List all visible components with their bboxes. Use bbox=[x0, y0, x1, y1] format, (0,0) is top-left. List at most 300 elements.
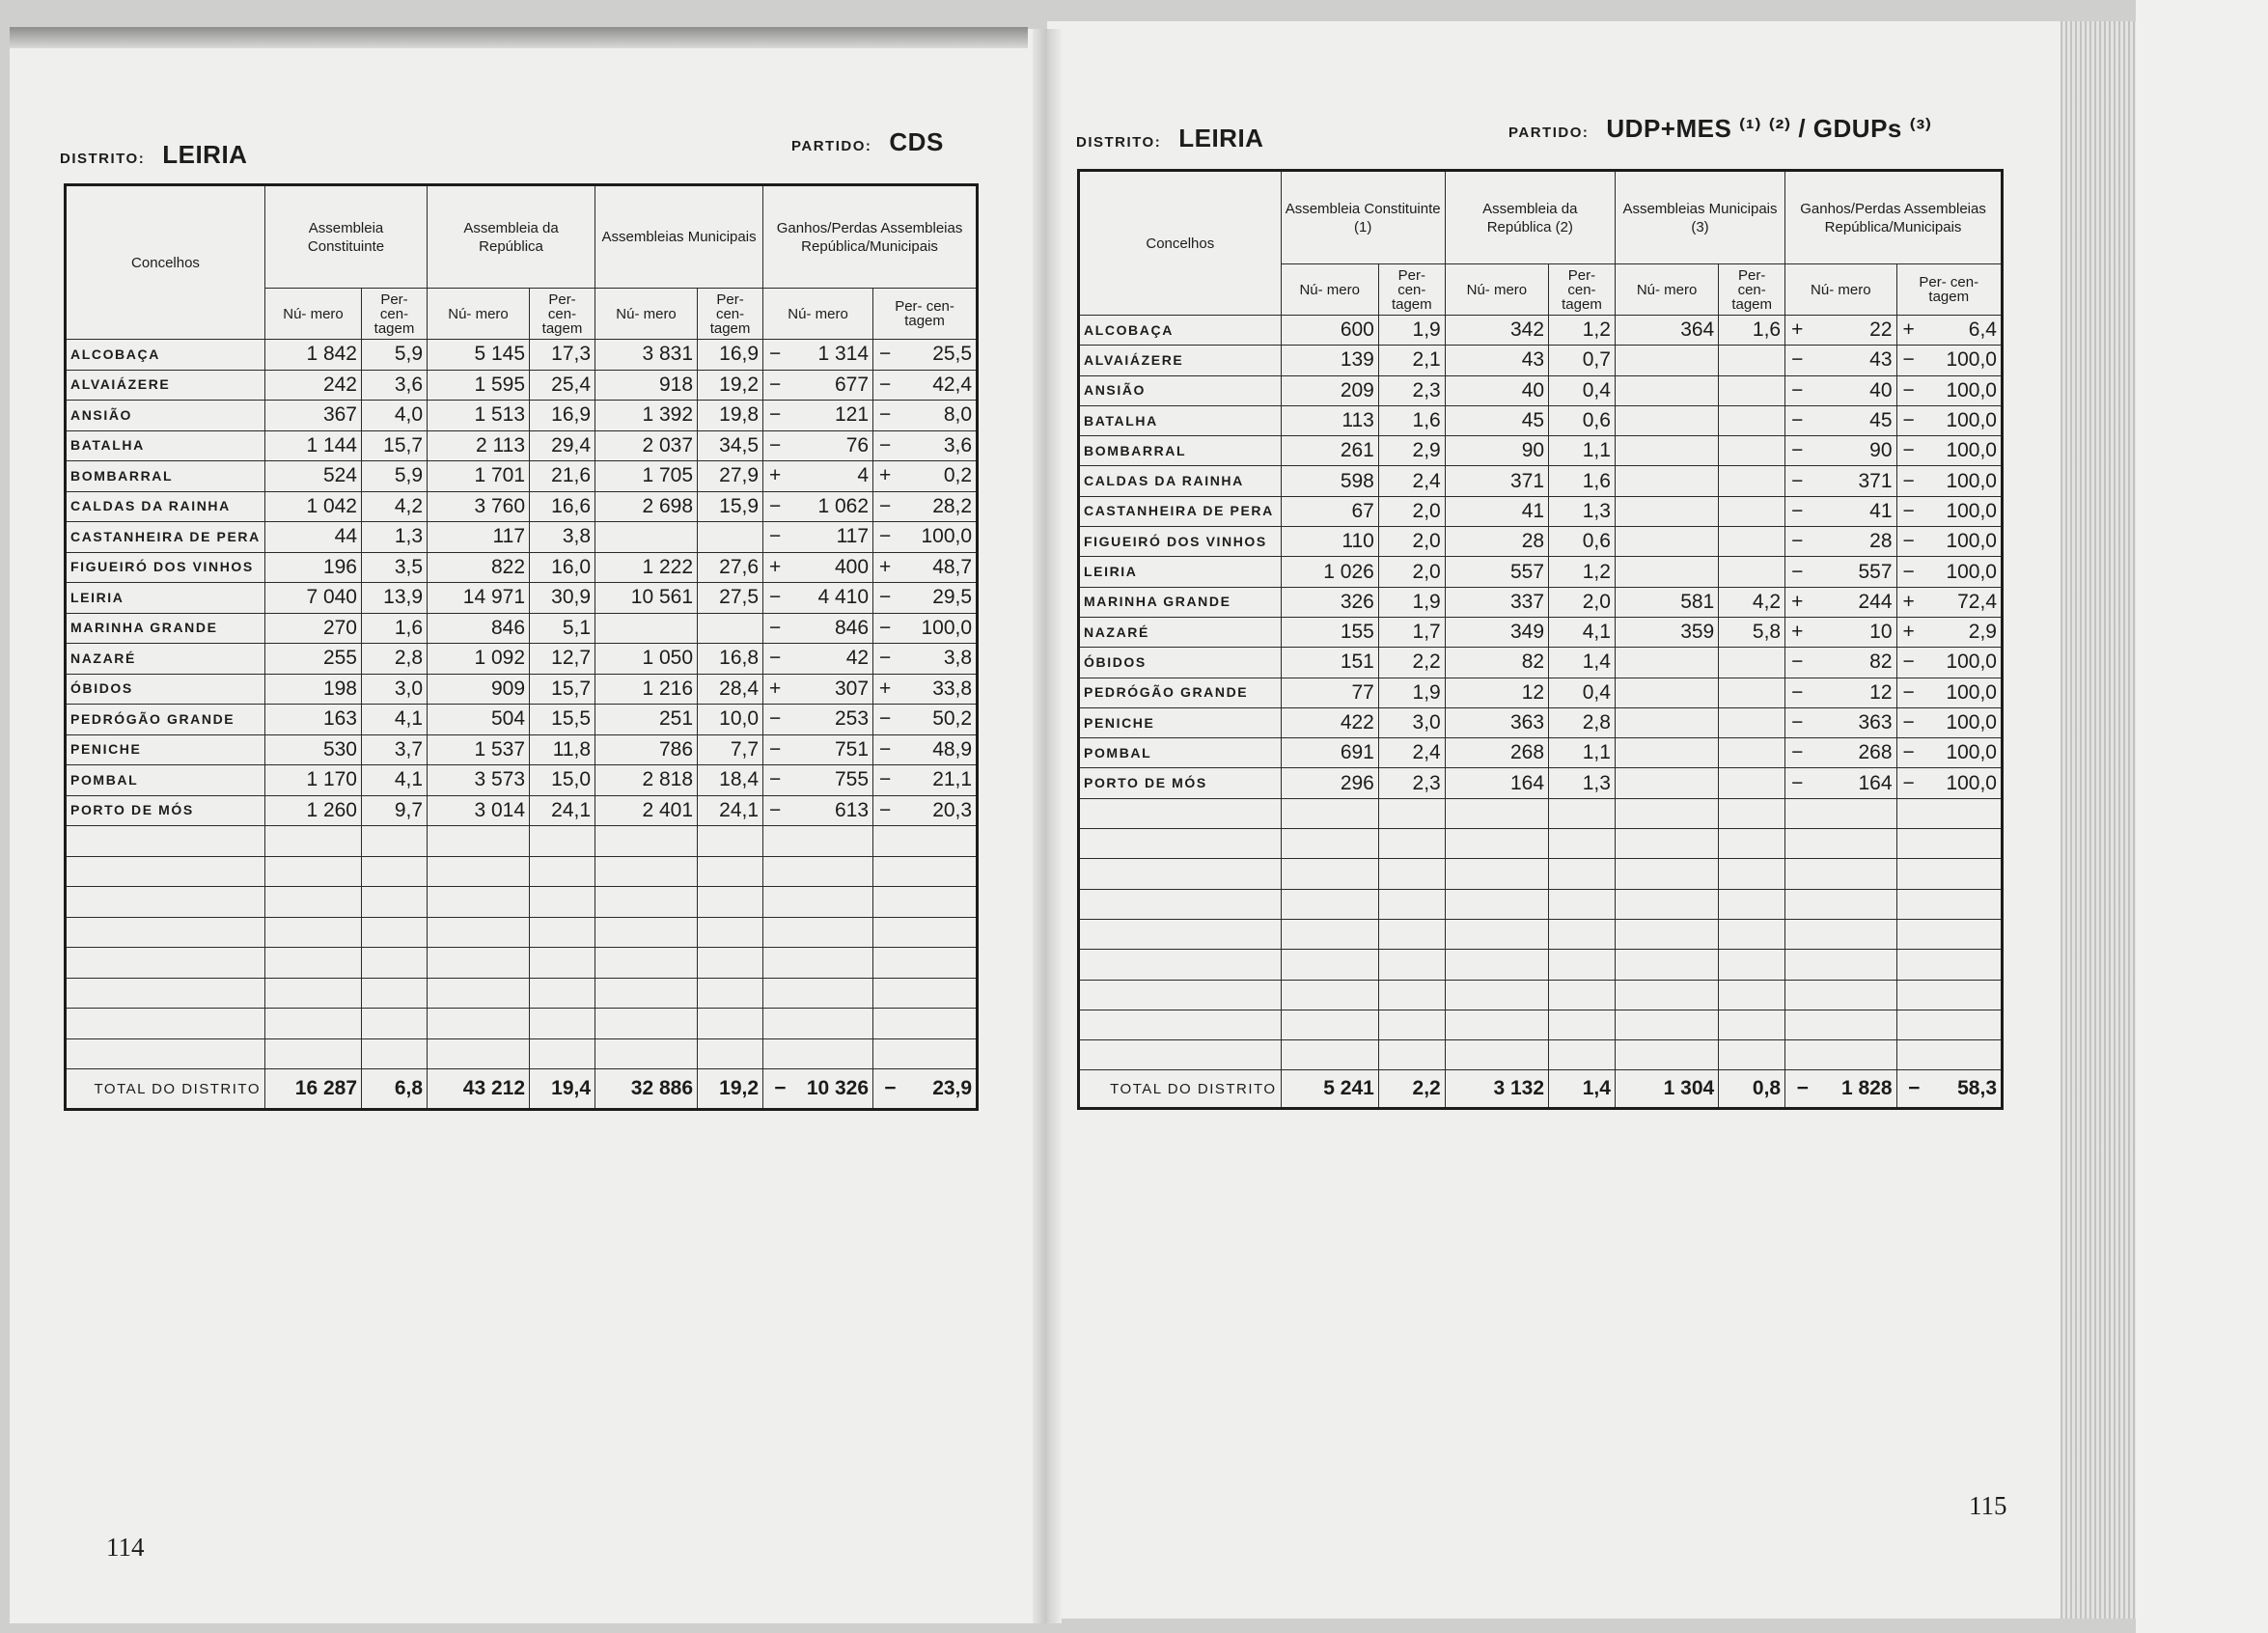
gain-sign: + bbox=[1896, 587, 1923, 617]
cell-gain-percentagem: 100,0 bbox=[1923, 648, 2002, 678]
table-row bbox=[1079, 346, 2003, 375]
blank-cell bbox=[1923, 1010, 2002, 1039]
group-header: Assembleia da República bbox=[428, 185, 595, 289]
blank-cell bbox=[1785, 1040, 1812, 1070]
table-row bbox=[1079, 466, 2003, 496]
cell-gain-percentagem: 3,8 bbox=[900, 644, 978, 675]
blank-cell bbox=[900, 856, 978, 887]
blank-cell bbox=[1719, 1010, 1785, 1039]
cell-gain-percentagem: 100,0 bbox=[1923, 557, 2002, 587]
table-row bbox=[66, 552, 978, 583]
concelho-name: ALVAIÁZERE bbox=[66, 370, 265, 401]
blank-cell bbox=[873, 826, 900, 857]
blank-cell bbox=[362, 887, 428, 918]
cell-ac-n: 139 bbox=[1281, 346, 1378, 375]
district-header-right bbox=[1076, 124, 1263, 153]
blank-cell bbox=[763, 887, 790, 918]
gain-sign: − bbox=[1896, 738, 1923, 768]
cell-ac-n: 7 040 bbox=[265, 583, 362, 614]
cell-ac-n: 422 bbox=[1281, 707, 1378, 737]
blank-cell bbox=[1281, 1040, 1378, 1070]
cell-ac-n: 691 bbox=[1281, 738, 1378, 768]
blank-cell bbox=[900, 917, 978, 948]
blank-cell bbox=[1719, 1040, 1785, 1070]
gain-sign: − bbox=[1785, 738, 1812, 768]
blank-cell bbox=[1719, 980, 1785, 1010]
table-row bbox=[1079, 678, 2003, 707]
blank-cell bbox=[66, 826, 265, 857]
cell-am-n: 364 bbox=[1615, 316, 1718, 346]
blank-cell bbox=[790, 826, 873, 857]
blank-cell bbox=[1445, 1040, 1548, 1070]
blank-row bbox=[1079, 1010, 2003, 1039]
concelho-name: NAZARÉ bbox=[66, 644, 265, 675]
concelho-name: ANSIÃO bbox=[1079, 375, 1282, 405]
blank-cell bbox=[1079, 919, 1282, 949]
scan-margin bbox=[2136, 0, 2268, 1633]
table-row bbox=[1079, 375, 2003, 405]
blank-cell bbox=[790, 1009, 873, 1039]
cell-am-n bbox=[1615, 768, 1718, 798]
cell-ac-n: 110 bbox=[1281, 527, 1378, 557]
cell-gain-numero: 755 bbox=[790, 765, 873, 796]
gain-sign: − bbox=[1785, 557, 1812, 587]
blank-cell bbox=[362, 1009, 428, 1039]
blank-cell bbox=[1615, 798, 1718, 828]
cell-gain-numero: 41 bbox=[1812, 496, 1896, 526]
blank-cell bbox=[530, 948, 595, 979]
gain-sign: + bbox=[763, 461, 790, 492]
gain-sign: + bbox=[873, 461, 900, 492]
table-row bbox=[66, 795, 978, 826]
blank-cell bbox=[873, 1038, 900, 1069]
cell-gain-numero: 164 bbox=[1812, 768, 1896, 798]
page-number-right: 115 bbox=[1969, 1491, 2007, 1520]
blank-row bbox=[1079, 798, 2003, 828]
blank-cell bbox=[1719, 919, 1785, 949]
concelho-name: NAZARÉ bbox=[1079, 617, 1282, 647]
blank-row bbox=[66, 1009, 978, 1039]
cell-ar-p: 15,5 bbox=[530, 705, 595, 735]
cell-gain-numero: 28 bbox=[1812, 527, 1896, 557]
blank-cell bbox=[265, 948, 362, 979]
cell-ar-p: 1,3 bbox=[1549, 768, 1616, 798]
table-row bbox=[1079, 316, 2003, 346]
blank-cell bbox=[1378, 798, 1445, 828]
gain-sign: − bbox=[763, 401, 790, 431]
blank-cell bbox=[1549, 889, 1616, 919]
cell-ac-n: 600 bbox=[1281, 316, 1378, 346]
blank-cell bbox=[1615, 1010, 1718, 1039]
cell-am-n: 2 818 bbox=[595, 765, 698, 796]
blank-cell bbox=[1896, 1040, 1923, 1070]
cell-ac-n: 198 bbox=[265, 674, 362, 705]
concelho-name: TOTAL DO DISTRITO bbox=[66, 1069, 265, 1110]
blank-cell bbox=[1896, 798, 1923, 828]
blank-cell bbox=[1812, 859, 1896, 889]
blank-cell bbox=[1896, 919, 1923, 949]
gain-sign: − bbox=[873, 370, 900, 401]
blank-cell bbox=[873, 917, 900, 948]
cell-gain-numero: 45 bbox=[1812, 405, 1896, 435]
blank-cell bbox=[1812, 919, 1896, 949]
table-row bbox=[1079, 436, 2003, 466]
cell-am-n: 1 216 bbox=[595, 674, 698, 705]
concelho-name: PORTO DE MÓS bbox=[1079, 768, 1282, 798]
gain-sign: − bbox=[1785, 527, 1812, 557]
cell-ar-n: 349 bbox=[1445, 617, 1548, 647]
gain-sign: + bbox=[1896, 316, 1923, 346]
cell-gain-numero: 307 bbox=[790, 674, 873, 705]
blank-cell bbox=[1549, 798, 1616, 828]
blank-row bbox=[66, 948, 978, 979]
cell-ar-n: 3 760 bbox=[428, 491, 530, 522]
cell-gain-percentagem: 50,2 bbox=[900, 705, 978, 735]
blank-cell bbox=[790, 856, 873, 887]
cell-ar-p: 15,7 bbox=[530, 674, 595, 705]
cell-ac-p: 4,1 bbox=[362, 705, 428, 735]
cell-gain-percentagem: 58,3 bbox=[1923, 1070, 2002, 1109]
blank-cell bbox=[1812, 950, 1896, 980]
blank-cell bbox=[1719, 950, 1785, 980]
blank-cell bbox=[698, 1009, 763, 1039]
blank-cell bbox=[595, 826, 698, 857]
cell-gain-numero: 1 062 bbox=[790, 491, 873, 522]
blank-cell bbox=[1896, 950, 1923, 980]
blank-cell bbox=[1281, 980, 1378, 1010]
cell-ar-p: 16,0 bbox=[530, 552, 595, 583]
subheader-numero: Nú- mero bbox=[265, 289, 362, 340]
gain-sign: − bbox=[763, 340, 790, 371]
blank-cell bbox=[265, 1038, 362, 1069]
party-label: PARTIDO: bbox=[791, 138, 872, 154]
gain-sign: − bbox=[873, 644, 900, 675]
cell-ar-n: 822 bbox=[428, 552, 530, 583]
cell-gain-percentagem: 100,0 bbox=[900, 522, 978, 553]
blank-cell bbox=[1785, 1010, 1812, 1039]
blank-cell bbox=[1615, 919, 1718, 949]
concelho-name: CASTANHEIRA DE PERA bbox=[66, 522, 265, 553]
blank-row bbox=[66, 856, 978, 887]
concelho-name: ANSIÃO bbox=[66, 401, 265, 431]
blank-cell bbox=[1812, 980, 1896, 1010]
gain-sign: − bbox=[763, 583, 790, 614]
blank-cell bbox=[873, 887, 900, 918]
cell-ar-p: 0,6 bbox=[1549, 405, 1616, 435]
blank-cell bbox=[1785, 889, 1812, 919]
header-row bbox=[66, 185, 978, 289]
party-value: CDS bbox=[889, 127, 944, 156]
subheader-percentagem: Per- cen- tagem bbox=[698, 289, 763, 340]
cell-ar-p: 21,6 bbox=[530, 461, 595, 492]
blank-cell bbox=[873, 978, 900, 1009]
blank-cell bbox=[1079, 1040, 1282, 1070]
gain-sign: − bbox=[1896, 707, 1923, 737]
gain-sign: − bbox=[1896, 346, 1923, 375]
blank-cell bbox=[900, 887, 978, 918]
blank-cell bbox=[1281, 919, 1378, 949]
concelho-name: ÓBIDOS bbox=[1079, 648, 1282, 678]
cell-ar-n: 1 092 bbox=[428, 644, 530, 675]
group-header: Ganhos/Perdas Assembleias República/Municipais bbox=[763, 185, 978, 289]
cell-gain-numero: 90 bbox=[1812, 436, 1896, 466]
blank-cell bbox=[1785, 980, 1812, 1010]
blank-cell bbox=[1378, 1010, 1445, 1039]
cell-am-p bbox=[1719, 466, 1785, 496]
cell-ar-p: 29,4 bbox=[530, 430, 595, 461]
cell-ar-n: 268 bbox=[1445, 738, 1548, 768]
blank-cell bbox=[1281, 829, 1378, 859]
cell-ac-p: 5,9 bbox=[362, 340, 428, 371]
cell-gain-numero: 1 314 bbox=[790, 340, 873, 371]
gain-sign: − bbox=[873, 734, 900, 765]
cell-am-p: 16,8 bbox=[698, 644, 763, 675]
cell-ar-p: 0,6 bbox=[1549, 527, 1616, 557]
gain-sign: − bbox=[1896, 436, 1923, 466]
gain-sign: − bbox=[873, 401, 900, 431]
blank-cell bbox=[1445, 1010, 1548, 1039]
cell-ar-p: 2,8 bbox=[1549, 707, 1616, 737]
cell-ac-n: 113 bbox=[1281, 405, 1378, 435]
cell-am-n: 1 705 bbox=[595, 461, 698, 492]
gain-sign: − bbox=[763, 613, 790, 644]
blank-cell bbox=[763, 826, 790, 857]
cell-ar-n: 1 537 bbox=[428, 734, 530, 765]
gain-sign: − bbox=[763, 491, 790, 522]
blank-cell bbox=[428, 978, 530, 1009]
gain-sign: − bbox=[873, 522, 900, 553]
concelho-name: PENICHE bbox=[1079, 707, 1282, 737]
blank-cell bbox=[1719, 798, 1785, 828]
cell-ar-p: 19,4 bbox=[530, 1069, 595, 1110]
cell-gain-percentagem: 28,2 bbox=[900, 491, 978, 522]
cell-ar-n: 90 bbox=[1445, 436, 1548, 466]
cell-am-p bbox=[1719, 436, 1785, 466]
cell-ac-n: 270 bbox=[265, 613, 362, 644]
results-table-right bbox=[1077, 169, 2004, 1110]
cell-ar-p: 1,1 bbox=[1549, 436, 1616, 466]
cell-am-n: 918 bbox=[595, 370, 698, 401]
cell-am-n: 2 401 bbox=[595, 795, 698, 826]
cell-ac-p: 2,1 bbox=[1378, 346, 1445, 375]
cell-ar-p: 1,4 bbox=[1549, 648, 1616, 678]
concelho-name: PEDRÓGÃO GRANDE bbox=[1079, 678, 1282, 707]
gain-sign: − bbox=[1785, 496, 1812, 526]
cell-gain-percentagem: 21,1 bbox=[900, 765, 978, 796]
cell-gain-numero: 22 bbox=[1812, 316, 1896, 346]
concelho-name: CALDAS DA RAINHA bbox=[1079, 466, 1282, 496]
results-table-left bbox=[64, 183, 979, 1111]
table-row bbox=[66, 674, 978, 705]
cell-ar-n: 14 971 bbox=[428, 583, 530, 614]
gain-sign: − bbox=[1896, 1070, 1923, 1109]
cell-am-p bbox=[698, 613, 763, 644]
blank-cell bbox=[1549, 829, 1616, 859]
cell-gain-percentagem: 42,4 bbox=[900, 370, 978, 401]
cell-gain-numero: 76 bbox=[790, 430, 873, 461]
cell-ac-n: 524 bbox=[265, 461, 362, 492]
cell-gain-percentagem: 3,6 bbox=[900, 430, 978, 461]
table-row bbox=[1079, 496, 2003, 526]
blank-cell bbox=[1378, 829, 1445, 859]
concelho-name: CASTANHEIRA DE PERA bbox=[1079, 496, 1282, 526]
cell-ac-p: 9,7 bbox=[362, 795, 428, 826]
concelho-name: BOMBARRAL bbox=[66, 461, 265, 492]
subheader-numero: Nú- mero bbox=[428, 289, 530, 340]
concelho-name: ALCOBAÇA bbox=[66, 340, 265, 371]
blank-cell bbox=[790, 978, 873, 1009]
cell-gain-numero: 613 bbox=[790, 795, 873, 826]
blank-cell bbox=[1549, 1040, 1616, 1070]
blank-cell bbox=[428, 1009, 530, 1039]
gain-sign: − bbox=[1785, 436, 1812, 466]
cell-ar-n: 1 701 bbox=[428, 461, 530, 492]
gain-sign: − bbox=[1896, 496, 1923, 526]
blank-cell bbox=[698, 826, 763, 857]
concelho-name: FIGUEIRÓ DOS VINHOS bbox=[66, 552, 265, 583]
gain-sign: − bbox=[763, 430, 790, 461]
cell-ar-p: 3,8 bbox=[530, 522, 595, 553]
cell-gain-numero: 363 bbox=[1812, 707, 1896, 737]
blank-cell bbox=[530, 917, 595, 948]
cell-am-p: 16,9 bbox=[698, 340, 763, 371]
cell-am-n: 3 831 bbox=[595, 340, 698, 371]
blank-cell bbox=[1615, 980, 1718, 1010]
cell-gain-percentagem: 100,0 bbox=[1923, 738, 2002, 768]
gain-sign: − bbox=[873, 765, 900, 796]
cell-am-n bbox=[1615, 496, 1718, 526]
cell-ar-n: 43 212 bbox=[428, 1069, 530, 1110]
blank-cell bbox=[873, 948, 900, 979]
cell-ac-n: 255 bbox=[265, 644, 362, 675]
cell-am-p bbox=[1719, 557, 1785, 587]
cell-ar-n: 371 bbox=[1445, 466, 1548, 496]
blank-cell bbox=[698, 917, 763, 948]
table-row bbox=[1079, 617, 2003, 647]
cell-ac-n: 5 241 bbox=[1281, 1070, 1378, 1109]
blank-cell bbox=[1923, 919, 2002, 949]
subheader-percentagem: Per- cen- tagem bbox=[362, 289, 428, 340]
blank-cell bbox=[1378, 950, 1445, 980]
blank-cell bbox=[428, 917, 530, 948]
party-value: UDP+MES ⁽¹⁾ ⁽²⁾ / GDUPs ⁽³⁾ bbox=[1606, 114, 1932, 143]
cell-ac-p: 3,7 bbox=[362, 734, 428, 765]
cell-ac-n: 367 bbox=[265, 401, 362, 431]
concelho-name: TOTAL DO DISTRITO bbox=[1079, 1070, 1282, 1109]
cell-gain-numero: 10 326 bbox=[790, 1069, 873, 1110]
subheader-percentagem: Per- cen- tagem bbox=[1549, 264, 1616, 316]
table-row bbox=[66, 734, 978, 765]
concelho-name: LEIRIA bbox=[66, 583, 265, 614]
blank-cell bbox=[900, 1009, 978, 1039]
page-top-shadow bbox=[10, 27, 1028, 48]
cell-ar-p: 0,4 bbox=[1549, 678, 1616, 707]
table-row bbox=[1079, 707, 2003, 737]
cell-ar-n: 557 bbox=[1445, 557, 1548, 587]
book-gutter bbox=[1033, 29, 1062, 1623]
cell-gain-numero: 117 bbox=[790, 522, 873, 553]
cell-ac-p: 2,0 bbox=[1378, 527, 1445, 557]
cell-am-p bbox=[1719, 738, 1785, 768]
cell-ac-p: 1,6 bbox=[1378, 405, 1445, 435]
party-header-left bbox=[791, 127, 944, 157]
cell-am-p bbox=[1719, 768, 1785, 798]
blank-cell bbox=[1549, 950, 1616, 980]
cell-ar-p: 0,4 bbox=[1549, 375, 1616, 405]
blank-cell bbox=[428, 887, 530, 918]
cell-ar-p: 12,7 bbox=[530, 644, 595, 675]
blank-cell bbox=[698, 948, 763, 979]
gain-sign: − bbox=[1896, 648, 1923, 678]
cell-am-p: 19,2 bbox=[698, 1069, 763, 1110]
cell-ar-p: 11,8 bbox=[530, 734, 595, 765]
cell-gain-percentagem: 0,2 bbox=[900, 461, 978, 492]
subheader-numero: Nú- mero bbox=[1281, 264, 1378, 316]
gain-sign: − bbox=[873, 583, 900, 614]
blank-cell bbox=[1923, 829, 2002, 859]
blank-cell bbox=[1615, 859, 1718, 889]
gain-sign: − bbox=[763, 765, 790, 796]
blank-cell bbox=[1445, 950, 1548, 980]
blank-cell bbox=[595, 1038, 698, 1069]
cell-ac-p: 2,9 bbox=[1378, 436, 1445, 466]
table-row bbox=[66, 705, 978, 735]
cell-ac-n: 1 026 bbox=[1281, 557, 1378, 587]
cell-gain-numero: 4 410 bbox=[790, 583, 873, 614]
table-row bbox=[1079, 738, 2003, 768]
blank-cell bbox=[1896, 829, 1923, 859]
cell-gain-numero: 846 bbox=[790, 613, 873, 644]
table-row bbox=[1079, 527, 2003, 557]
blank-cell bbox=[362, 1038, 428, 1069]
total-row bbox=[1079, 1070, 2003, 1109]
blank-cell bbox=[265, 978, 362, 1009]
blank-cell bbox=[1785, 950, 1812, 980]
blank-cell bbox=[790, 917, 873, 948]
blank-row bbox=[1079, 859, 2003, 889]
gain-sign: − bbox=[1785, 1070, 1812, 1109]
blank-row bbox=[1079, 829, 2003, 859]
cell-gain-percentagem: 100,0 bbox=[1923, 346, 2002, 375]
table-row bbox=[1079, 768, 2003, 798]
blank-cell bbox=[66, 1009, 265, 1039]
gain-sign: + bbox=[1896, 617, 1923, 647]
cell-am-n bbox=[1615, 678, 1718, 707]
blank-row bbox=[66, 826, 978, 857]
cell-gain-numero: 82 bbox=[1812, 648, 1896, 678]
cell-gain-percentagem: 48,9 bbox=[900, 734, 978, 765]
blank-cell bbox=[1079, 829, 1282, 859]
cell-ac-n: 296 bbox=[1281, 768, 1378, 798]
cell-am-p: 27,6 bbox=[698, 552, 763, 583]
cell-ac-p: 5,9 bbox=[362, 461, 428, 492]
table-row bbox=[1079, 587, 2003, 617]
gain-sign: − bbox=[873, 795, 900, 826]
blank-cell bbox=[595, 887, 698, 918]
cell-ar-p: 1,4 bbox=[1549, 1070, 1616, 1109]
cell-gain-percentagem: 100,0 bbox=[1923, 707, 2002, 737]
gain-sign: − bbox=[873, 491, 900, 522]
cell-am-n: 1 304 bbox=[1615, 1070, 1718, 1109]
gain-sign: − bbox=[1785, 346, 1812, 375]
table-row bbox=[1079, 648, 2003, 678]
gain-sign: − bbox=[873, 430, 900, 461]
blank-cell bbox=[530, 1038, 595, 1069]
blank-cell bbox=[1812, 889, 1896, 919]
concelho-name: MARINHA GRANDE bbox=[1079, 587, 1282, 617]
cell-ar-n: 41 bbox=[1445, 496, 1548, 526]
group-header: Assembleia Constituinte (1) bbox=[1281, 171, 1445, 264]
